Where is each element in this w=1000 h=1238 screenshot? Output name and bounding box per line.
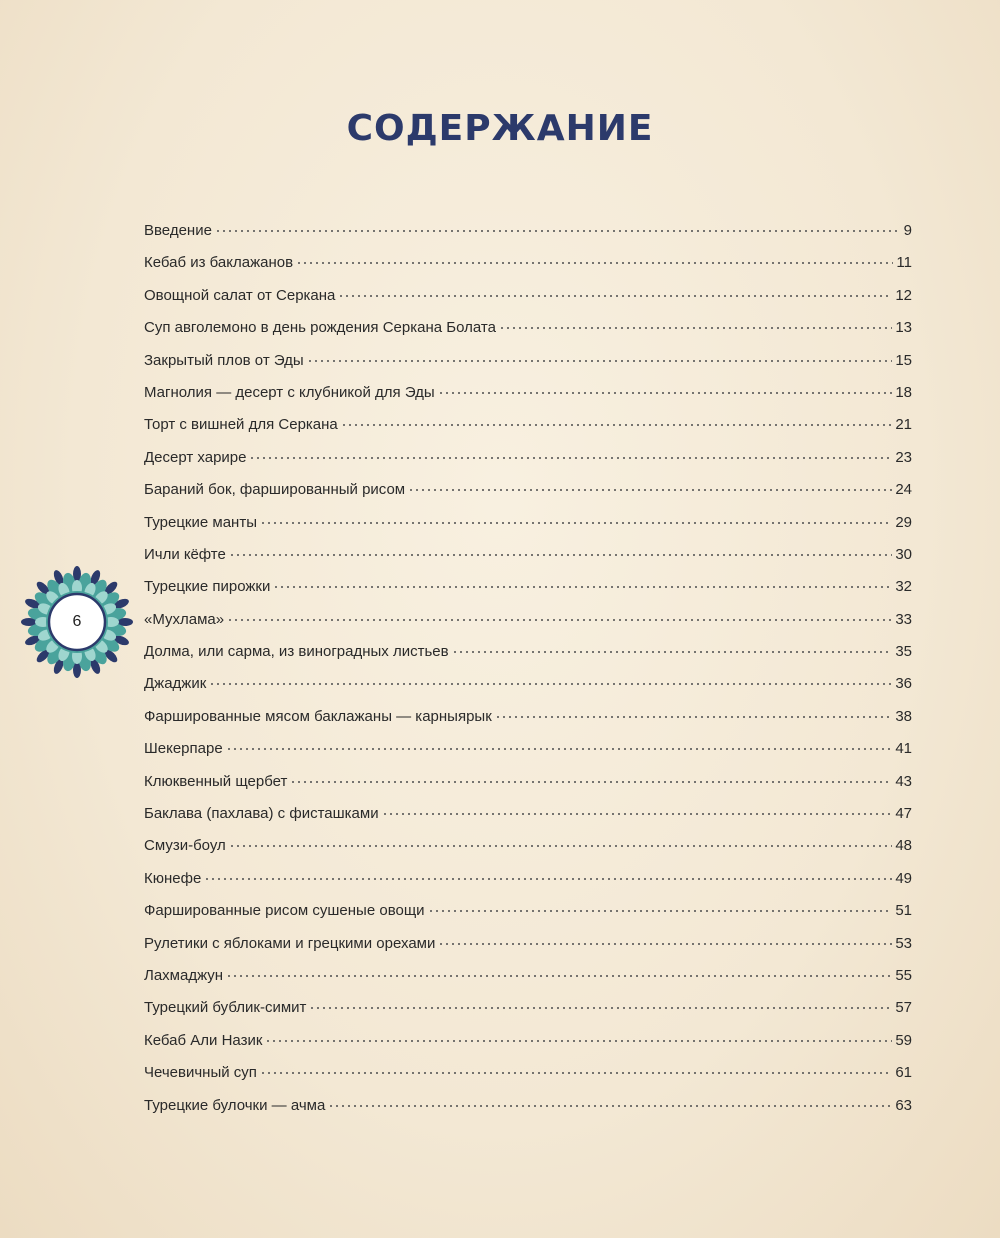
dot-leader — [452, 639, 893, 654]
toc-entry-title: Овощной салат от Серкана — [144, 286, 336, 304]
dot-leader — [495, 704, 893, 719]
toc-entry[interactable] — [144, 414, 912, 446]
dot-leader — [438, 380, 893, 395]
toc-entry-page: 24 — [895, 481, 912, 499]
dot-leader — [273, 574, 892, 589]
toc-entry-page: 32 — [895, 578, 912, 596]
dot-leader — [226, 736, 893, 751]
dot-leader — [341, 412, 893, 427]
toc-entry-title: Турецкие манты — [144, 513, 257, 531]
toc-entry-title: Магнолия — десерт с клубникой для Эды — [144, 383, 435, 401]
dot-leader — [227, 607, 892, 622]
dot-leader — [204, 866, 892, 881]
dot-leader — [307, 348, 893, 363]
toc-entry-title: Баклава (пахлава) с фисташками — [144, 805, 379, 823]
toc-entry-page: 11 — [896, 254, 912, 272]
toc-entry-title: Суп авголемоно в день рождения Серкана Болата — [144, 319, 496, 337]
toc-entry[interactable] — [144, 609, 912, 641]
toc-entry[interactable] — [144, 803, 912, 835]
toc-entry[interactable] — [144, 673, 912, 705]
toc-entry[interactable] — [144, 706, 912, 738]
toc-entry-title: Торт с вишней для Серкана — [144, 416, 338, 434]
toc-entry-page: 23 — [895, 448, 912, 466]
toc-entry-title: Клюквенный щербет — [144, 772, 288, 790]
toc-entry-title: Лахмаджун — [144, 966, 224, 984]
toc-entry-page: 51 — [895, 902, 912, 920]
toc-entry[interactable] — [144, 447, 912, 479]
toc-entry-title: Закрытый плов от Эды — [144, 351, 304, 369]
dot-leader — [209, 671, 892, 686]
dot-leader — [408, 477, 892, 492]
dot-leader — [290, 769, 892, 784]
toc-entry-page: 36 — [895, 675, 912, 693]
toc-entry[interactable] — [144, 350, 912, 382]
dot-leader — [438, 931, 892, 946]
toc-entry-page: 35 — [895, 643, 912, 661]
toc-entry-page: 53 — [895, 934, 912, 952]
toc-entry[interactable] — [144, 382, 912, 414]
dot-leader — [309, 995, 892, 1010]
toc-entry[interactable] — [144, 512, 912, 544]
page-number-badge — [20, 565, 134, 679]
dot-leader — [328, 1093, 892, 1108]
toc-entry-title: Смузи-боул — [144, 837, 226, 855]
toc-entry[interactable] — [144, 1062, 912, 1094]
toc-entry-title: Кебаб из баклажанов — [144, 254, 294, 272]
toc-entry-title: Фаршированные мясом баклажаны — карныярык — [144, 707, 492, 725]
toc-entry[interactable] — [144, 544, 912, 576]
toc-entry-page: 13 — [895, 319, 912, 337]
dot-leader — [338, 283, 892, 298]
dot-leader — [229, 833, 893, 848]
toc-entry-title: Кебаб Али Назик — [144, 1031, 263, 1049]
toc-entry-title: Бараний бок, фаршированный рисом — [144, 481, 406, 499]
toc-entry[interactable] — [144, 933, 912, 965]
toc-entry-title: Введение — [144, 222, 212, 239]
toc-entry-page: 61 — [895, 1064, 912, 1082]
toc-entry[interactable] — [144, 771, 912, 803]
page-number: 6 — [72, 613, 82, 630]
toc-entry[interactable] — [144, 285, 912, 317]
toc-entry[interactable] — [144, 1030, 912, 1062]
toc-entry-title: Рулетики с яблоками и грецкими орехами — [144, 934, 436, 952]
toc-entry[interactable] — [144, 997, 912, 1029]
toc-entry-title: Турецкие булочки — ачма — [144, 1096, 326, 1114]
toc-entry-page: 63 — [895, 1096, 912, 1114]
toc-entry-title: Турецкий бублик-симит — [144, 999, 307, 1017]
dot-leader — [249, 445, 892, 460]
toc-entry-title: Турецкие пирожки — [144, 578, 271, 596]
toc-entry[interactable] — [144, 738, 912, 770]
dot-leader — [296, 250, 893, 265]
dot-leader — [226, 963, 892, 978]
toc-entry[interactable] — [144, 220, 912, 252]
table-of-contents — [144, 220, 912, 1127]
toc-entry-title: Фаршированные рисом сушеные овощи — [144, 902, 425, 920]
toc-entry-page: 33 — [895, 610, 912, 628]
toc-entry-page: 29 — [895, 513, 912, 531]
toc-entry[interactable] — [144, 965, 912, 997]
toc-entry-title: Десерт харире — [144, 448, 247, 466]
toc-entry[interactable] — [144, 576, 912, 608]
toc-entry[interactable] — [144, 900, 912, 932]
toc-entry-page: 55 — [895, 966, 912, 984]
toc-entry-title: Шекерпаре — [144, 740, 223, 758]
dot-leader — [260, 1060, 892, 1075]
toc-entry-page: 21 — [895, 416, 912, 434]
toc-entry[interactable] — [144, 252, 912, 284]
toc-entry-title: Ичли кёфте — [144, 545, 226, 563]
page-title: СОДЕРЖАНИЕ — [346, 108, 654, 149]
toc-entry-page: 48 — [895, 837, 912, 855]
toc-entry[interactable] — [144, 317, 912, 349]
toc-entry[interactable] — [144, 479, 912, 511]
dot-leader — [265, 1028, 892, 1043]
toc-entry[interactable] — [144, 868, 912, 900]
toc-entry-title: Чечевичный суп — [144, 1064, 257, 1082]
dot-leader — [260, 510, 892, 525]
toc-entry-page: 9 — [903, 222, 912, 239]
toc-entry-page: 59 — [895, 1031, 912, 1049]
dot-leader — [215, 218, 901, 233]
toc-entry-title: Кюнефе — [144, 869, 202, 887]
toc-entry[interactable] — [144, 641, 912, 673]
toc-entry[interactable] — [144, 1095, 912, 1127]
dot-leader — [382, 801, 893, 816]
toc-entry-page: 18 — [895, 383, 912, 401]
toc-entry-title: Долма, или сарма, из виноградных листьев — [144, 643, 449, 661]
toc-entry-title: «Мухлама» — [144, 610, 225, 628]
dot-leader — [428, 898, 893, 913]
toc-entry-page: 57 — [895, 999, 912, 1017]
toc-entry-page: 38 — [895, 707, 912, 725]
toc-entry-page: 49 — [895, 869, 912, 887]
toc-entry-page: 15 — [895, 351, 912, 369]
toc-entry-page: 43 — [895, 772, 912, 790]
toc-entry-page: 41 — [895, 740, 912, 758]
toc-entry-title: Джаджик — [144, 675, 207, 693]
dot-leader — [229, 542, 892, 557]
toc-entry[interactable] — [144, 835, 912, 867]
toc-entry-page: 12 — [895, 286, 912, 304]
toc-entry-page: 30 — [895, 545, 912, 563]
toc-entry-page: 47 — [895, 805, 912, 823]
dot-leader — [499, 315, 892, 330]
